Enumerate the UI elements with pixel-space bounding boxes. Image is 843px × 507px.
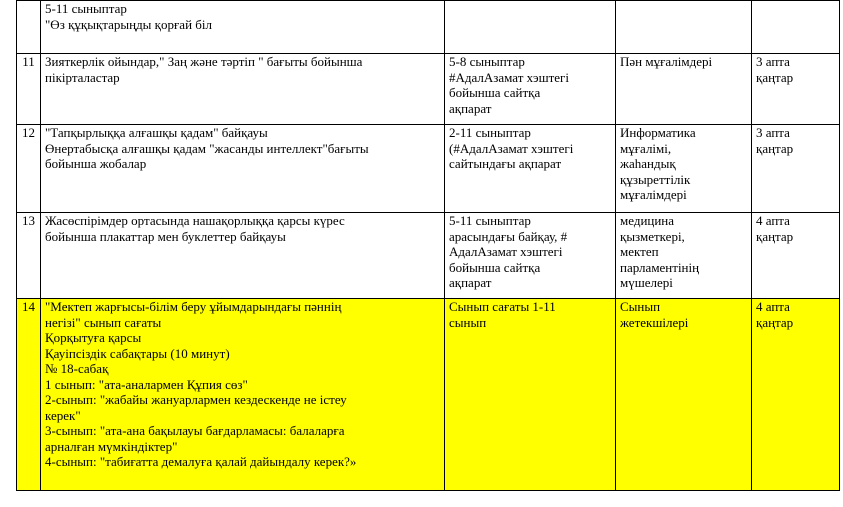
event-text: "Мектеп жарғысы-білім беру ұйымдарындағы пәннің [45, 299, 342, 314]
event-text: Қауіпсіздік сабақтары (10 минут) [45, 345, 230, 361]
deadline-cell [752, 125, 840, 213]
event-text: 1 сынып: "ата-аналармен Құпия сөз" [45, 376, 248, 392]
event-cell [41, 299, 445, 491]
row-number-cell: 11 [17, 54, 41, 125]
deadline-cell [752, 213, 840, 299]
participants-text: бойынша сайтқа [449, 259, 541, 275]
event-text: негізі" сынып сағаты [45, 314, 162, 330]
participants-text: арасындағы байқау, # [449, 228, 568, 244]
participants-cell [445, 125, 616, 213]
participants-cell [445, 299, 616, 491]
event-text: пікірталастар [45, 69, 120, 85]
responsible-text: Сынып [620, 299, 661, 314]
responsible-text: медицина [620, 213, 675, 228]
responsible-text: Информатика [620, 125, 696, 140]
participants-text: ақпарат [449, 275, 492, 290]
deadline-cell [752, 299, 840, 491]
event-text: 5-11 сыныптар [45, 1, 127, 16]
participants-text: 5-8 сыныптар [449, 54, 525, 69]
participants-cell [445, 54, 616, 125]
event-cell [41, 54, 445, 125]
responsible-cell [616, 1, 752, 54]
participants-cell [445, 213, 616, 299]
row-number-cell [17, 1, 41, 54]
deadline-text: қаңтар [756, 228, 794, 244]
table-row [17, 213, 840, 299]
responsible-text: Пән мұғалімдері [620, 54, 713, 69]
responsible-text: парламентінің [620, 259, 700, 275]
row-number-cell: 14 [17, 299, 41, 491]
participants-text: бойынша сайтқа [449, 85, 541, 100]
responsible-text: жетекшілері [620, 314, 689, 330]
responsible-text: мұғалімі, [620, 140, 672, 156]
event-cell [41, 1, 445, 54]
event-cell [41, 213, 445, 299]
participants-cell [445, 1, 616, 54]
event-text: керек" [45, 407, 81, 423]
event-text: Жасөспірімдер ортасында нашақорлыққа қарсы күрес [45, 213, 345, 228]
participants-text: сынып [449, 314, 487, 330]
responsible-cell [616, 54, 752, 125]
event-text: 2-сынып: "жабайы жануарлармен кездескенде не істеу [45, 392, 347, 407]
table-row-highlighted [17, 299, 840, 491]
deadline-text: 3 апта [756, 125, 790, 140]
responsible-cell [616, 125, 752, 213]
deadline-cell [752, 54, 840, 125]
responsible-text: құзыреттілік [620, 171, 691, 187]
deadline-text: қаңтар [756, 69, 794, 85]
event-text: бойынша плакаттар мен буклеттер байқауы [45, 228, 286, 244]
participants-text: АдалАзамат хэштегі [449, 244, 563, 259]
deadline-text: 3 апта [756, 54, 790, 69]
responsible-cell [616, 213, 752, 299]
row-number-cell: 12 [17, 125, 41, 213]
participants-text: #АдалАзамат хэштегі [449, 69, 569, 85]
event-text: 4-сынып: "табиғатта демалуға қалай дайындалу керек?» [45, 454, 357, 469]
responsible-cell [616, 299, 752, 491]
participants-text: 5-11 сыныптар [449, 213, 531, 228]
participants-text: сайтындағы ақпарат [449, 156, 562, 171]
responsible-text: жаһандық [620, 156, 676, 171]
event-cell [41, 125, 445, 213]
participants-text: Сынып сағаты 1-11 [449, 299, 556, 314]
participants-text: ақпарат [449, 100, 492, 116]
responsible-text: мектеп [620, 244, 659, 259]
event-text: бойынша жобалар [45, 156, 147, 171]
event-text: "Тапқырлыққа алғашқы қадам" байқауы [45, 125, 268, 140]
deadline-text: қаңтар [756, 314, 794, 330]
event-text: 3-сынып: "ата-ана бақылауы бағдарламасы: балаларға [45, 423, 345, 438]
deadline-text: қаңтар [756, 140, 794, 156]
row-number-cell: 13 [17, 213, 41, 299]
event-text: Зияткерлік ойындар," Заң және тәртіп " бағыты бойынша [45, 54, 363, 69]
participants-text: 2-11 сыныптар [449, 125, 531, 140]
table-row [17, 54, 840, 125]
table-row [17, 125, 840, 213]
responsible-text: мұғалімдері [620, 187, 687, 202]
table-row [17, 1, 840, 54]
event-plan-table [16, 0, 840, 491]
deadline-text: 4 апта [756, 299, 790, 314]
event-text: арналған мүмкіндіктер" [45, 438, 178, 454]
responsible-text: мүшелері [620, 275, 673, 290]
event-text: Өнертабысқа алғашқы қадам "жасанды интеллект"бағыты [45, 140, 369, 156]
participants-text: (#АдалАзамат хэштегі [449, 140, 574, 156]
event-text: Қорқытуға қарсы [45, 330, 142, 345]
responsible-text: қызметкері, [620, 228, 685, 244]
deadline-text: 4 апта [756, 213, 790, 228]
event-text: "Өз құқықтарыңды қорғай біл [45, 16, 213, 32]
deadline-cell [752, 1, 840, 54]
event-text: № 18-сабақ [45, 361, 109, 376]
